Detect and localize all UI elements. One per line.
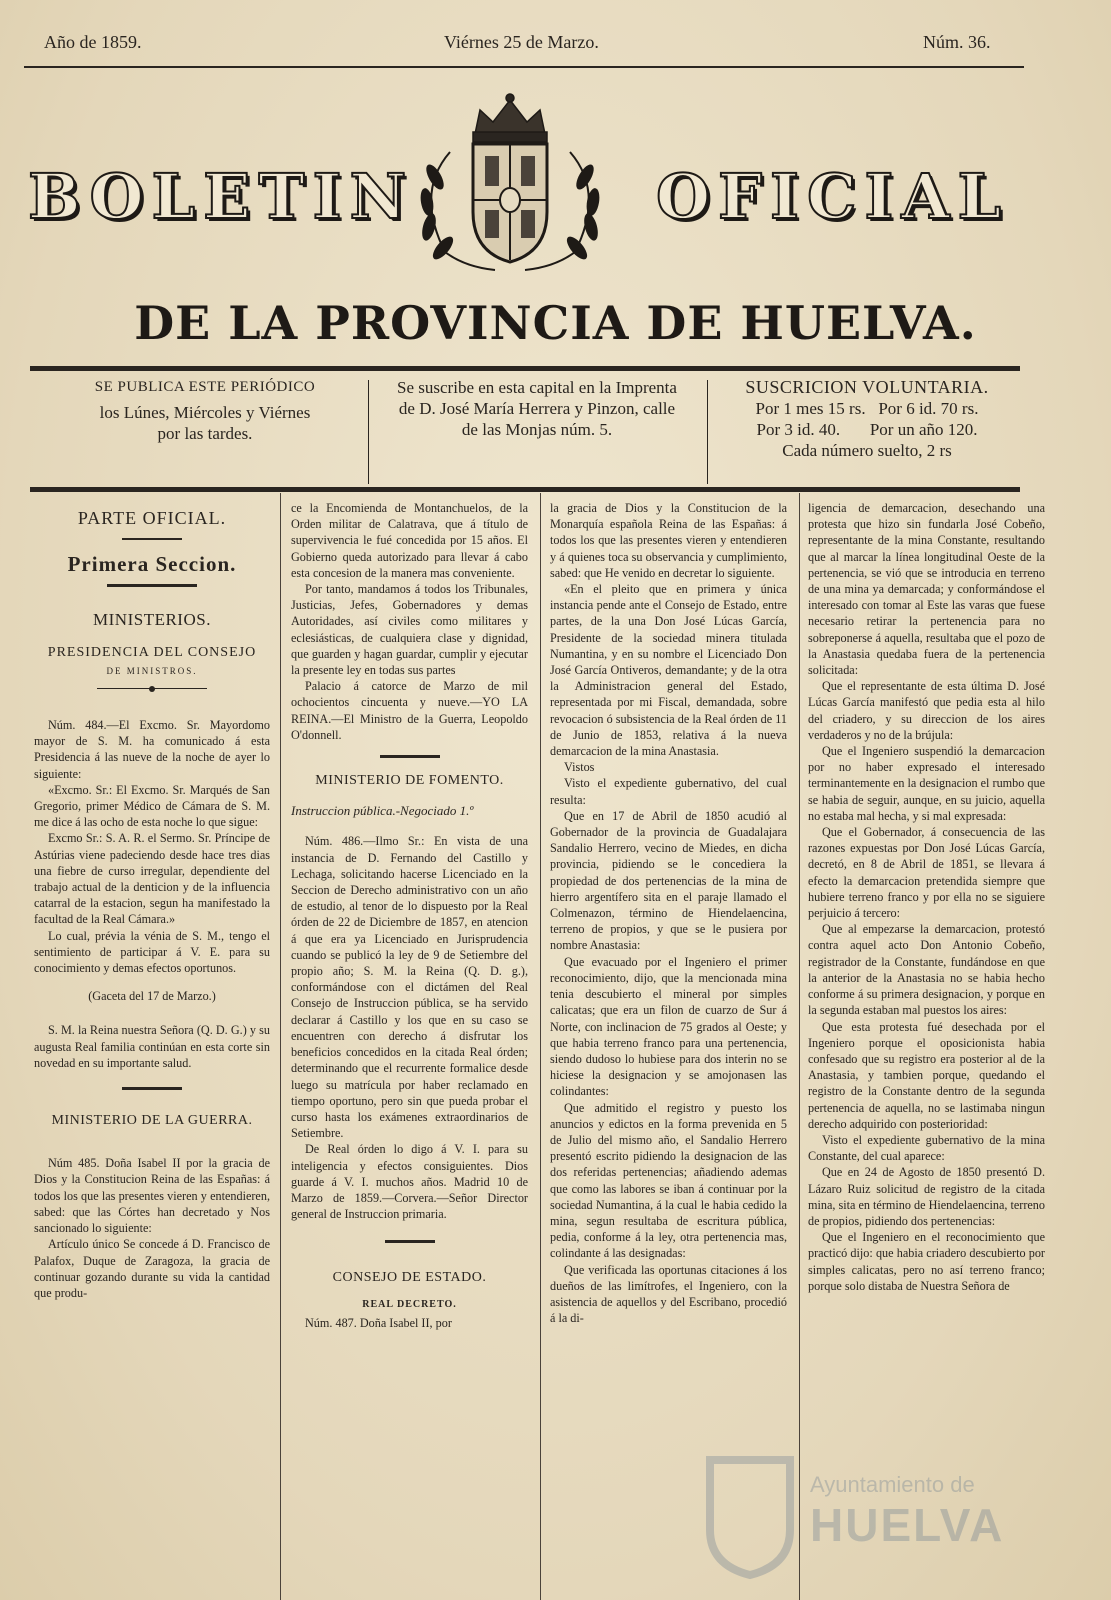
paragraph: Que el Ingeniero en el reconocimiento que practicó dijo: que habia criadero descubierto por simples calicatas, pero no así terreno franco; porque solo distaba de Nuestra Señora de xyxy=(808,1230,1045,1293)
council-heading: CONSEJO DE ESTADO. xyxy=(332,1270,487,1286)
paragraph: Núm 485. Doña Isabel II por la gracia de Dios y la Constitucion Reina de las Españas: á todos los que las presentes vieren y entendieren, sabed: que las Córtes han decretado y Nos sancionado lo siguiente: xyxy=(34,1156,270,1236)
paragraph: Que el Gobernador, á consecuencia de las razones expuestas por Don José Lúcas García, decretó, en 8 de Abril de 1851, se llevara á efecto la demarcacion pretendida siempre que hubiere terreno franco y por ella no se siguiere perjuicio á tercero: xyxy=(808,825,1045,921)
ornament-rule xyxy=(122,536,182,546)
fomento-heading: MINISTERIO DE FOMENTO. xyxy=(315,773,504,789)
masthead-word-boletin: BOLETIN xyxy=(28,160,415,233)
decree-heading: REAL DECRETO. xyxy=(362,1298,457,1310)
paragraph: S. M. la Reina nuestra Señora (Q. D. G.) y su augusta Real familia continúan en esta corte sin novedad en su importante salud. xyxy=(34,1023,270,1070)
paragraph: ligencia de demarcacion, desechando una protesta que hizo sin fundarla José Cobeño, representante de la mina Constante, resultando que al marcar la línea longitudinal Oeste de la pertenencia, se vió que se introducia en terreno de una mina ya demarcada; y conformándose el interesado con tomar al Este las varas que fuese necesario retirar la pertenencia para no sobreponerse á aquella, resultaba que el pozo de la Anastasia quedaba fuera de la pertenencia solicitada: xyxy=(808,501,1045,678)
paragraph: Visto el expediente gubernativo, del cual resulta: xyxy=(550,776,787,807)
archive-watermark xyxy=(700,1450,1030,1580)
info-rule-bottom xyxy=(30,487,1020,492)
ornament-rule xyxy=(122,1085,182,1095)
column-3 xyxy=(550,500,787,1326)
masthead-subtitle: DE LA PROVINCIA DE HUELVA. xyxy=(134,296,977,350)
presidency-subheading: DE MINISTROS. xyxy=(106,665,198,676)
ministries-heading: MINISTERIOS. xyxy=(93,610,211,630)
paragraph: Que evacuado por el Ingeniero el primer reconocimiento, dijo, que la mencionada mina tenia descubierto el mineral por simples calicatas; que era un filon de cuarzo de Sur á Norte, con inclinacion de 75 grados al Oeste; y que habia terreno franco para una pertenencia, siendo dudoso lo hubiese para dos interin no se hiciese la designacion y se amojonasen las colindantes: xyxy=(550,954,787,1099)
coat-of-arms-emblem xyxy=(405,92,615,277)
subscription-line: de las Monjas núm. 5. xyxy=(461,420,613,439)
paragraph: Lo cual, prévia la vénia de S. M., tengo el sentimiento de participar á V. E. para su conocimiento y demas efectos oportunos. xyxy=(34,928,270,976)
paragraph: De Real órden lo digo á V. I. para su inteligencia y efectos consiguientes. Dios guarde á V. I. muchos años. Madrid 10 de Marzo de 1859.—Corvera.—Señor Director general de Instruccion primaria. xyxy=(291,1142,528,1222)
masthead-word-oficial: OFICIAL xyxy=(656,160,1010,233)
war-ministry-heading: MINISTERIO DE LA GUERRA. xyxy=(51,1113,253,1129)
watermark-line-2: HUELVA xyxy=(810,1499,1005,1551)
paragraph: Que esta protesta fué desechada por el Ingeniero porque el oposicionista habia confesado que su registro era posterior al de la Anastasia, y tambien porque, quedando el registro de la Constante dentro de la segunda pertenencia de aquella, no se lastimaba ningun derecho adquirido con posterioridad: xyxy=(808,1019,1045,1131)
publication-schedule xyxy=(45,377,365,485)
price-line: Por 3 id. 40. Por un año 120. xyxy=(756,420,978,439)
watermark-line-1: Ayuntamiento de xyxy=(810,1472,975,1497)
paragraph: Artículo único Se concede á D. Francisco de Palafox, Duque de Zaragoza, la gracia de continuar gozando durante su vida la cantidad que produ- xyxy=(34,1237,270,1300)
paragraph: Visto el expediente gubernativo de la mina Constante, del cual aparece: xyxy=(808,1132,1045,1164)
paragraph: Vistos xyxy=(564,760,595,775)
paragraph: Que en 17 de Abril de 1850 acudió al Gobernador de la provincia de Guadalajara Sandalio Herrero, vecino de Miedes, en dicha provincia, pidiendo se le concediera la propiedad de dos pertenencias de la mina de hierro argentífero sita en el paraje llamado el Colmenazon, término de Hiendelaencina, terreno de propios, y que se le pusiera por nombre Anastasia: xyxy=(550,808,787,953)
schedule-line: por las tardes. xyxy=(157,424,253,443)
paragraph: «Excmo. Sr.: El Excmo. Sr. Marqués de San Gregorio, primer Médico de Cámara de S. M. me dice á las ocho de esta noche lo que sigue: xyxy=(34,782,270,830)
paragraph: Núm. 487. Doña Isabel II, por xyxy=(305,1315,452,1330)
source-citation: (Gaceta del 17 de Marzo.) xyxy=(88,989,216,1004)
issue-number: Núm. 36. xyxy=(923,32,991,52)
paragraph: «En el pleito que en primera y única instancia pende ante el Consejo de Estado, entre partes, de la una Don José Lúcas García, Presidente de la sociedad minera titulada Numantina, y en su nombre el Licenciado Don José García Ontiveros, demandante; y de la otra la Administracion general del Estado, representada por mi Fiscal, demandada, sobre revocacion ó subsistencia de la Real órden de 11 de Junio de 1853, relativa á la nueva demarcacion de la mina Anastasia. xyxy=(550,582,787,759)
year-label: Año de 1859. xyxy=(44,32,142,52)
paragraph: Que el Ingeniero suspendió la demarcacion por no haber expresado el interesado terminantemente en la designacion el rumbo que se habia de seguir, aunque, en su juicio, aquella no estaba mal hecha, y si mal expresada: xyxy=(808,744,1045,823)
presidency-heading: PRESIDENCIA DEL CONSEJO xyxy=(47,644,257,660)
date-label: Viérnes 25 de Marzo. xyxy=(444,32,599,52)
negociado-heading: Instruccion pública.-Negociado 1.º xyxy=(291,803,474,819)
prices-title: SUSCRICION VOLUNTARIA. xyxy=(745,377,989,397)
subscription-prices xyxy=(712,377,1022,485)
subscription-line: Se suscribe en esta capital en la Imprenta xyxy=(397,378,677,397)
price-line: Cada número suelto, 2 rs xyxy=(782,441,952,460)
watermark-shield-icon xyxy=(700,1450,800,1580)
paragraph: Que al empezarse la demarcacion, protestó contra aquel acto Don Antonio Cobeño, registrador de la Constante, fundándose en que la anterior de la Anastasia no se habia hecho conforme á su primera designacion, y porque en la segunda estaban mal puestos los aires: xyxy=(808,922,1045,1018)
schedule-line: SE PUBLICA ESTE PERIÓDICO xyxy=(94,379,316,395)
paragraph: Que admitido el registro y puesto los anuncios y edictos en la forma prevenida en 5 de Julio del mismo año, el Sandalio Herrero presentó escrito pidiendo la designacion de las dos referidas pertenencias; añadiendo ademas que como las labores se iban á continuar por la sociedad Numantina, á la cual le habia cedido la mina, segun resultaba de escritura pública, pedia, conforme á la ley, otra pertenencia mas, colindante á las designadas: xyxy=(550,1100,787,1261)
column-divider-2 xyxy=(540,493,541,1600)
paragraph: Que el representante de esta última D. José Lúcas García manifestó que pedia esta al hilo del criadero, y su direccion de los aires verdaderos y no de la brújula: xyxy=(808,679,1045,742)
column-4 xyxy=(808,500,1045,1294)
paragraph: Por tanto, mandamos á todos los Tribunales, Justicias, Jefes, Gobernadores y demas Autoridades, así civiles como militares y eclesiásticas, de cualquiera clase y dignidad, que guarden y hagan guardar, cumplir y ejecutar la presente ley en todas sus partes xyxy=(291,582,528,678)
ornament-rule xyxy=(107,582,197,592)
paragraph: Núm. 486.—Ilmo Sr.: En vista de una instancia de D. Fernando del Castillo y Lechaga, solicitando hacerse Licenciado en la Seccion de Derecho administrativo con un año de estudio, al tenor de lo dispuesto por la Real órden de 22 de Diciembre de 1857, en atencion á que era ya Licenciado en Jurisprudencia cuando se publicó la ley de 9 de Setiembre del propio año; S. M. la Reina (Q. D. g.), conformándose con el dictámen del Real Consejo de Instruccion pública, se ha servido declarar á Castillo y los que en su caso se encuentren con derecho á disfrutar los beneficios concedidos en la citada Real órden; determinando que el recurrente formalice desde luego su matrícula por haber reclamado en tiempo oportuno, pero sin que pueda probar el curso hasta los exámenes extraordinarios de Setiembre. xyxy=(291,834,528,1141)
header-rule xyxy=(24,66,1024,68)
section-heading: PARTE OFICIAL. xyxy=(77,508,227,528)
column-divider-3 xyxy=(799,493,800,1600)
info-rule-top xyxy=(30,366,1020,371)
paragraph: Que verificada las oportunas citaciones á los dueños de las limítrofes, el Ingeniero, con la asistencia de aquellos y del Escribano, procedió á la di- xyxy=(550,1262,787,1326)
subscription-line: de D. José María Herrera y Pinzon, calle xyxy=(398,399,676,418)
subscription-location xyxy=(372,377,702,485)
subsection-heading: Primera Seccion. xyxy=(67,552,237,577)
info-divider-2 xyxy=(707,380,708,484)
column-divider-1 xyxy=(280,493,281,1600)
schedule-line: los Lúnes, Miércoles y Viérnes xyxy=(99,403,311,422)
ornament-rule xyxy=(385,1238,435,1248)
dateline xyxy=(44,32,1021,58)
paragraph: Que en 24 de Agosto de 1850 presentó D. Lázaro Ruiz solicitud de registro de la citada mina, sita en término de Hiendelaencina, terreno de propios, pidiendo dos pertenencias: xyxy=(808,1165,1045,1228)
paragraph: Excmo Sr.: S. A. R. el Sermo. Sr. Príncipe de Astúrias viene padeciendo desde hace tres dias una fiebre de curso irregular, dependiente del trabajo actual de la denticion y de la influencia catarral de la estacion, segun ha manifestado la facultad de la Real Cámara.» xyxy=(34,831,270,927)
ornament-rule xyxy=(380,753,440,763)
paragraph: ce la Encomienda de Montanchuelos, de la Orden militar de Calatrava, que á título de supervivencia le fué concedida por 15 años. El Gobierno queda autorizado para llevar á cabo esta concesion de la manera mas conveniente. xyxy=(291,501,528,580)
price-line: Por 1 mes 15 rs. Por 6 id. 70 rs. xyxy=(755,399,979,418)
paragraph: la gracia de Dios y la Constitucion de la Monarquía española Reina de las Españas: á todos los que las presentes vieren y entendieren y á quienes toca su observancia y cumplimiento, sabed: que He venido en decretar lo siguiente. xyxy=(550,501,787,580)
paragraph: Núm. 484.—El Excmo. Sr. Mayordomo mayor de S. M. ha comunicado á esta Presidencia á las nueve de la noche de ayer lo siguiente: xyxy=(34,718,270,781)
column-2 xyxy=(291,500,528,1331)
paragraph: Palacio á catorce de Marzo de mil ochocientos cincuenta y nueve.—YO LA REINA.—El Ministro de la Guerra, Leopoldo O'donnell. xyxy=(291,679,528,742)
column-1 xyxy=(34,500,270,1301)
ornament-rule xyxy=(97,685,207,695)
info-divider-1 xyxy=(368,380,369,484)
